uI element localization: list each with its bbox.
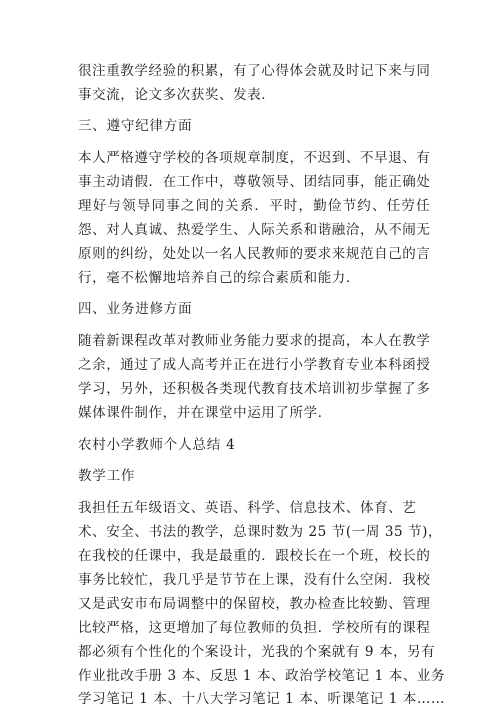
- paragraph-line: 学习，另外，还积极各类现代教育技术培训初步掌握了多: [78, 381, 431, 397]
- paragraph-line: 事务比较忙，我几乎是节节在上课，没有什么空闲．我校: [78, 572, 431, 588]
- section-heading: 三、遵守纪律方面: [78, 118, 193, 134]
- paragraph-line: 行，毫不松懈地培养自己的综合素质和能力．: [78, 270, 360, 286]
- paragraph-line: 怨、对人真诚、热爱学生、人际关系和谐融洽，从不闹无: [78, 222, 431, 238]
- paragraph-line: 事主动请假．在工作中，尊敬领导、团结同事，能正确处: [78, 174, 431, 190]
- paragraph-line: 术、安全、书法的教学，总课时数为 25 节(一周 35 节)，: [78, 524, 443, 540]
- document-title: 农村小学教师个人总结 4: [78, 437, 236, 453]
- paragraph-line: 在我校的任课中，我是最重的．跟校长在一个班，校长的: [78, 548, 431, 564]
- paragraph-line: 我担任五年级语文、英语、科学、信息技术、体育、艺: [78, 500, 417, 516]
- paragraph-line: 理好与领导同事之间的关系．平时，勤俭节约、任劳任: [78, 198, 431, 214]
- section-heading: 四、业务进修方面: [78, 301, 193, 317]
- paragraph-line: 之余，通过了成人高考并正在进行小学教育专业本科函授: [78, 357, 431, 373]
- paragraph-line: 随着新课程改革对教师业务能力要求的提高，本人在教学: [78, 333, 431, 349]
- paragraph-line: 很注重教学经验的积累，有了心得体会就及时记下来与同: [78, 63, 431, 79]
- paragraph-line: 媒体课件制作，并在课堂中运用了所学．: [78, 405, 332, 421]
- subheading: 教学工作: [78, 468, 136, 484]
- paragraph-line: 事交流，论文多次获奖、发表．: [78, 87, 276, 103]
- paragraph-line: 作业批改手册 3 本、反思 1 本、政治学校笔记 1 本、业务: [78, 668, 446, 684]
- paragraph-line: 学习笔记 1 本、十八大学习笔记 1 本、听课笔记 1 本……: [78, 691, 446, 707]
- paragraph-line: 比较严格，这更增加了每位教师的负担．学校所有的课程: [78, 620, 431, 636]
- paragraph-line: 又是武安市布局调整中的保留校，教办检查比较勤、管理: [78, 596, 431, 612]
- paragraph-line: 原则的纠纷，处处以一名人民教师的要求来规范自己的言: [78, 246, 431, 262]
- paragraph-line: 都必须有个性化的个案设计，光我的个案就有 9 本，另有: [78, 644, 436, 660]
- paragraph-line: 本人严格遵守学校的各项规章制度，不迟到、不早退、有: [78, 150, 431, 166]
